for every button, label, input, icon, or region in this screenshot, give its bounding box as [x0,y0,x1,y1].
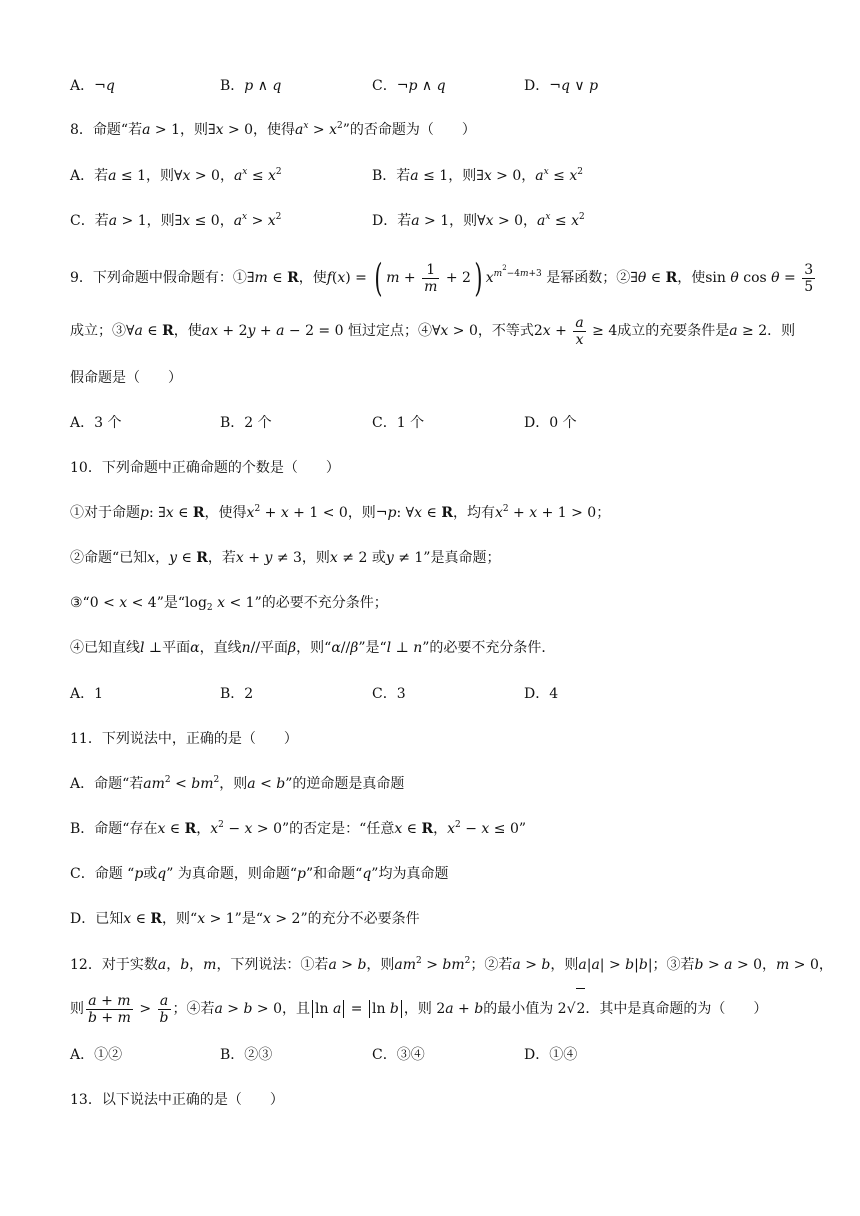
q10-statement-4: ④已知直线l ⊥平面α，直线n//平面β，则“α//β”是“l ⊥ n”的必要不充分条件． [70,640,556,656]
q9-option-a: A．3 个 [70,415,122,431]
q11-option-b: B．命题“存在x ∈ R，$x^2 - x > 0$”的否定是：“任意x ∈ R，$x^2 - x \le 0$” [70,820,527,837]
q13-stem: 13．以下说法中正确的是（ ） [70,1092,284,1108]
q9-stem-line2: 成立；③∀a ∈ R，使ax + 2y + a − 2 = 0 恒过定点；④∀x > 0，不等式2x + $\frac{a}{x}$ ≥ 4成立的充要条件是a ≥ 2．则 [70,314,796,348]
q12-option-d: D．①④ [524,1047,578,1063]
q8-option-a: A．若a ≤ 1，则∀x > 0，$a^x \le x^2$ [70,167,282,184]
q10-statement-3: ③“0 < x < 4”是“$\log_2$ x < 1”的必要不充分条件； [70,595,388,613]
q10-stem: 10．下列命题中正确命题的个数是（ ） [70,460,340,476]
q8-option-b: B．若a ≤ 1，则∃x > 0，$a^x \le x^2$ [372,167,583,184]
q12-option-a: A．①② [70,1047,123,1063]
q11-option-c: C．命题 “p或q” 为真命题，则命题“p”和命题“q”均为真命题 [70,866,449,882]
q8-option-c: C．若a > 1，则∃x ≤ 0，$a^x > x^2$ [70,212,282,229]
q7-option-c: C．¬p ∧ q [372,78,446,94]
q10-option-c: C．3 [372,686,406,702]
q9-option-b: B．2 个 [220,415,272,431]
q10-statement-1: ①对于命题p: ∃x ∈ R，使得$x^2 + x + 1 < 0$，则¬p: ∀x ∈ R，均有$x^2 + x + 1 > 0$； [70,504,611,521]
q12-stem-line2: 则 $\frac{a + m}{b + m}$ > $\frac{a}{b}$ ；④若a > b > 0，且 ln a = ln b ，则 2a + b的最小值为 2√2．其中是真命题的为（ ） [70,988,767,1028]
q11-option-a: A．命题“若$am^2 < bm^2$，则a < b”的逆命题是真命题 [70,775,405,792]
q7-option-a: A．¬q [70,78,115,94]
q9-option-c: C．1 个 [372,415,425,431]
q12-option-c: C．③④ [372,1047,425,1063]
q8-option-d: D．若a > 1，则∀x > 0，$a^x \le x^2$ [372,212,585,229]
q10-option-d: D．4 [524,686,559,702]
q7-option-d: D．¬q ∨ p [524,78,599,94]
q8-stem: 8．命题“若a > 1，则∃x > 0，使得$a^x > x^2$”的否命题为（ ） [70,121,476,138]
q12-option-b: B．②③ [220,1047,273,1063]
q11-stem: 11．下列说法中，正确的是（ ） [70,731,298,747]
q7-option-b: B．p ∧ q [220,78,282,94]
q10-option-a: A．1 [70,686,104,702]
q10-option-b: B．2 [220,686,254,702]
q12-stem: 12．对于实数a，b，m，下列说法：①若a > b，则$am^2 > bm^2$；②若a > b，则a|a| > b|b|；③若b > a > 0，m > 0， [70,956,833,973]
q9-option-d: D．0 个 [524,415,577,431]
q9-stem-line3: 假命题是（ ） [70,370,182,386]
q11-option-d: D．已知x ∈ R，则“x > 1”是“x > 2”的充分不必要条件 [70,911,420,927]
q10-statement-2: ②命题“已知x，y ∈ R，若x + y ≠ 3，则x ≠ 2 或y ≠ 1”是真命题； [70,550,501,566]
q9-stem: 9．下列命题中假命题有：①∃m ∈ R，使f(x) = ( m + $\frac{1}{m}$ + 2) $x^{m^2-4m+3}$ 是幂函数；②∃θ ∈ R，使sin θ cos θ = $\frac{3}{5}$ [70,256,814,300]
